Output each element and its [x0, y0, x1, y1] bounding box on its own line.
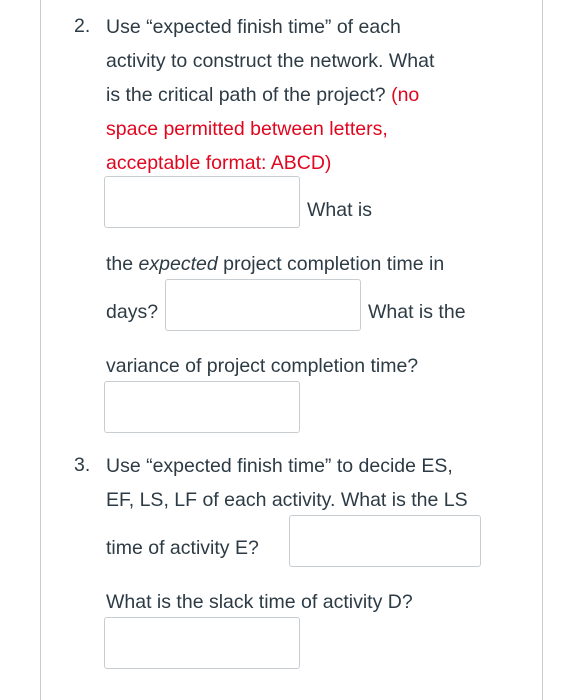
question-2	[74, 15, 514, 435]
question-text: is the critical path of the project?	[106, 84, 392, 106]
completion-time-input[interactable]	[165, 279, 361, 331]
right-border	[542, 0, 543, 700]
question-text: project completion time in	[217, 253, 445, 275]
emphasis-text: expected	[138, 253, 218, 275]
question-text-line: activity to construct the network. What	[106, 50, 435, 72]
days-label: days?	[106, 301, 159, 323]
format-hint: acceptable format: ABCD)	[106, 152, 332, 174]
question-text-line: Use “expected finish time” of each	[106, 16, 401, 38]
question-text-line	[106, 252, 444, 276]
question-number: 3.	[74, 454, 91, 476]
format-hint: space permitted between letters,	[106, 118, 388, 140]
left-border	[40, 0, 41, 700]
question-text-line	[106, 83, 419, 107]
question-text: What is the	[368, 301, 466, 323]
question-text-line: Use “expected finish time” to decide ES,	[106, 455, 453, 477]
slack-activity-d-input[interactable]	[104, 617, 300, 669]
question-text-line: variance of project completion time?	[106, 355, 419, 377]
question-text-line: EF, LS, LF of each activity. What is the LS	[106, 489, 468, 511]
question-text: the	[106, 253, 139, 275]
question-3	[74, 454, 514, 684]
variance-input[interactable]	[104, 381, 300, 433]
critical-path-input[interactable]	[104, 176, 300, 228]
question-text: time of activity E?	[106, 537, 259, 559]
ls-activity-e-input[interactable]	[289, 515, 481, 567]
question-text: What is	[307, 199, 373, 221]
format-hint: (no	[391, 84, 420, 106]
question-number: 2.	[74, 15, 91, 37]
question-text-line: What is the slack time of activity D?	[106, 591, 413, 613]
